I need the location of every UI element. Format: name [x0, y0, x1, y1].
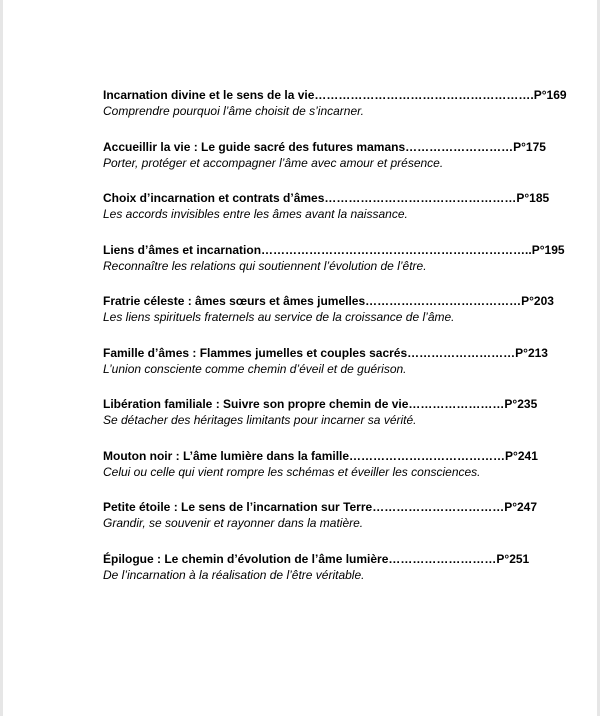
toc-entry-title: Fratrie céleste : âmes sœurs et âmes jumelles…………………………………P°203 — [103, 294, 554, 308]
toc-entry-subtitle: Celui ou celle qui vient rompre les schémas et éveiller les consciences. — [103, 464, 481, 479]
page-left-edge — [0, 0, 3, 716]
toc-entry-subtitle: Les accords invisibles entre les âmes avant la naissance. — [103, 207, 408, 221]
toc-entry-title: Mouton noir : L’âme lumière dans la famille…………………………………P°241 — [103, 448, 538, 463]
toc-entry-title: Petite étoile : Le sens de l’incarnation sur Terre……………………………P°247 — [103, 500, 538, 514]
toc-entry-title: Épilogue : Le chemin d’évolution de l’âme lumière………………………P°251 — [103, 551, 530, 566]
toc-entry-subtitle: Grandir, se souvenir et rayonner dans la matière. — [103, 516, 364, 530]
toc-entry-subtitle: Reconnaître les relations qui soutiennent l’évolution de l’être. — [103, 258, 427, 273]
toc-entry — [103, 139, 546, 191]
toc-entry — [103, 87, 567, 139]
toc-entry — [103, 242, 565, 294]
toc-entry — [103, 190, 550, 242]
toc-entry-title: Famille d’âmes : Flammes jumelles et couples sacrés………………………P°213 — [103, 345, 548, 360]
toc-entry-title: Incarnation divine et le sens de la vie……………………………………………….P°169 — [103, 88, 567, 102]
toc-entry — [103, 345, 548, 397]
toc-entry-subtitle: Comprendre pourquoi l’âme choisit de s’incarner. — [103, 104, 365, 118]
toc-entry-subtitle: Les liens spirituels fraternels au service de la croissance de l’âme. — [103, 310, 455, 324]
toc-entry — [103, 499, 538, 551]
toc-entry-subtitle: L’union consciente comme chemin d’éveil et de guérison. — [103, 361, 407, 376]
toc-entry-title: Libération familiale : Suivre son propre chemin de vie……………………P°235 — [103, 397, 538, 411]
table-of-contents — [103, 87, 567, 602]
toc-entry-title: Liens d’âmes et incarnation…………………………………………………………..P°195 — [103, 242, 565, 257]
toc-entry — [103, 448, 538, 500]
toc-entry — [103, 293, 554, 345]
toc-entry — [103, 396, 538, 448]
toc-entry-subtitle: Se détacher des héritages limitants pour incarner sa vérité. — [103, 413, 417, 427]
toc-entry — [103, 551, 530, 603]
toc-entry-title: Choix d’incarnation et contrats d’âmes…………………………………………P°185 — [103, 191, 550, 205]
toc-entry-subtitle: De l’incarnation à la réalisation de l’être véritable. — [103, 567, 365, 582]
toc-entry-title: Accueillir la vie : Le guide sacré des futures mamans………………………P°175 — [103, 139, 546, 154]
toc-entry-subtitle: Porter, protéger et accompagner l’âme avec amour et présence. — [103, 155, 444, 170]
